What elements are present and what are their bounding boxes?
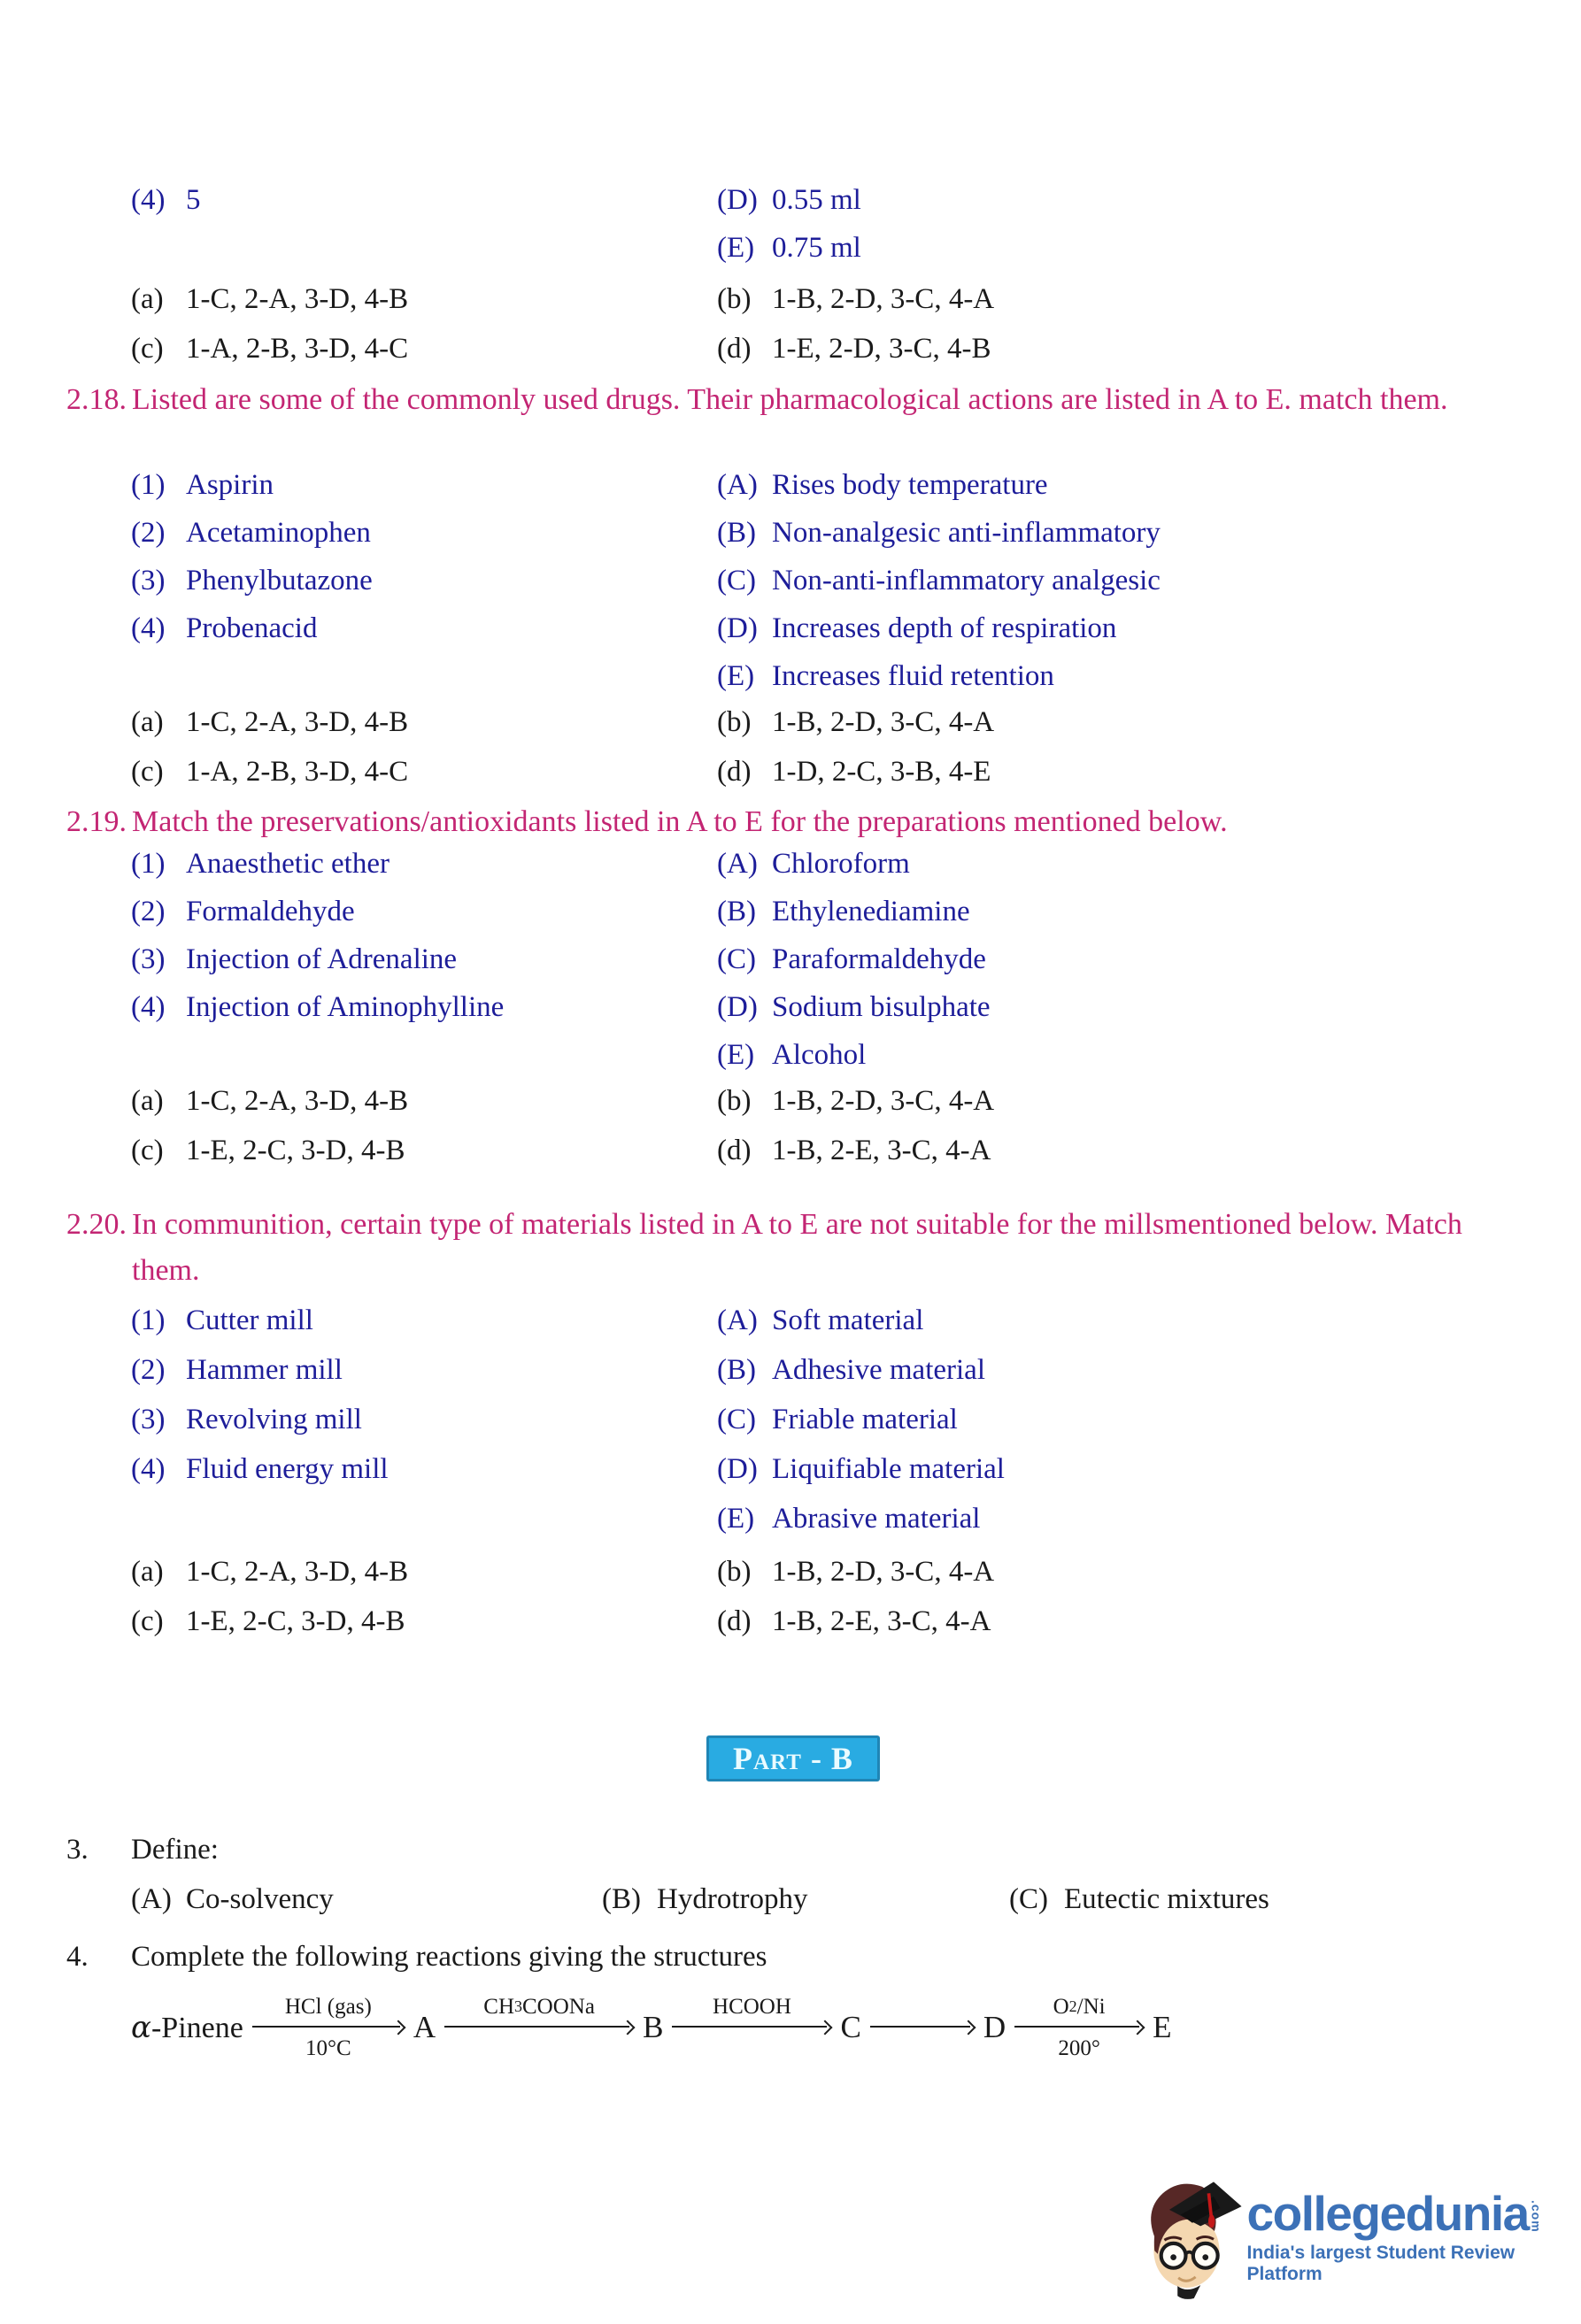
match-text: Sodium bisulphate (772, 991, 991, 1023)
answer-row (66, 1135, 1554, 1184)
answer-text: 1-D, 2-C, 3-B, 4-E (772, 756, 991, 788)
reaction-arrow (252, 2020, 405, 2033)
collegedunia-logo (1135, 2158, 1565, 2315)
match-row (66, 1453, 1554, 1503)
answer-label: (b) (717, 283, 752, 315)
match-item-text: Formaldehyde (186, 896, 355, 927)
question-number: 2.19. (66, 805, 127, 838)
match-text: Soft material (772, 1304, 924, 1336)
match-letter: (A) (717, 469, 758, 501)
question-2-19-pairs (66, 848, 1554, 1087)
reagent-above: HCOOH (713, 1995, 791, 2019)
reaction-product: C (840, 2010, 861, 2044)
brand-name: collegedunia (1246, 2186, 1529, 2241)
reaction-product: A (413, 2010, 436, 2044)
match-text: Liquifiable material (772, 1453, 1005, 1485)
option-label: (4) (131, 184, 166, 216)
match-letter: (A) (717, 1304, 758, 1336)
match-item-text: Probenacid (186, 612, 318, 644)
condition-below: 200° (1058, 2036, 1100, 2060)
match-text: Increases depth of respiration (772, 612, 1117, 644)
part-b-badge: Part - B (706, 1735, 880, 1781)
match-item-number: (2) (131, 517, 166, 549)
match-letter: (C) (717, 1404, 756, 1435)
reaction-reactant: α-Pinene (131, 2010, 243, 2045)
answer-text: 1-B, 2-D, 3-C, 4-A (772, 1085, 995, 1117)
question-text: Define: (131, 1834, 219, 1866)
match-row (66, 1304, 1554, 1354)
question-text: Complete the following reactions giving the structures (131, 1941, 767, 1973)
question-3-heading (66, 1834, 1554, 1882)
match-row (66, 612, 1554, 660)
match-row (66, 517, 1554, 565)
match-text: Adhesive material (772, 1354, 985, 1386)
match-row (66, 896, 1554, 943)
option-label: (C) (1009, 1883, 1048, 1915)
match-text: Alcohol (772, 1039, 867, 1071)
reaction-scheme (131, 1989, 1172, 2066)
match-item-number: (1) (131, 1304, 166, 1336)
answer-label: (c) (131, 1135, 164, 1166)
match-row (66, 565, 1554, 612)
question-2-19-heading (66, 799, 1554, 845)
match-text: Non-anti-inflammatory analgesic (772, 565, 1161, 596)
match-item-text: Phenylbutazone (186, 565, 373, 596)
reaction-product: B (643, 2010, 664, 2044)
answer-label: (a) (131, 706, 164, 738)
answer-text: 1-A, 2-B, 3-D, 4-C (186, 756, 409, 788)
match-row (66, 1354, 1554, 1404)
option-label: (B) (602, 1883, 641, 1915)
match-letter: (E) (717, 660, 755, 692)
answer-text: 1-E, 2-C, 3-D, 4-B (186, 1135, 405, 1166)
answer-row (66, 756, 1554, 805)
question-3 (66, 1834, 1554, 1931)
question-number: 4. (66, 1941, 89, 1973)
match-row (66, 660, 1554, 708)
match-letter: (B) (717, 517, 756, 549)
mascot-icon (1135, 2161, 1242, 2312)
match-letter: (E) (717, 1503, 755, 1535)
answer-label: (d) (717, 333, 752, 365)
match-letter: (E) (717, 1039, 755, 1071)
reaction-step-5 (1014, 1989, 1144, 2066)
match-row (66, 848, 1554, 896)
match-item-text: Acetaminophen (186, 517, 371, 549)
match-letter: (C) (717, 943, 756, 975)
match-text: Chloroform (772, 848, 910, 880)
question-text: In communition, certain type of materials listed in A to E are not suitable for the millsmentioned below. Match them. (132, 1208, 1462, 1287)
answer-label: (b) (717, 706, 752, 738)
answer-text: 1-C, 2-A, 3-D, 4-B (186, 1085, 409, 1117)
option-text: Eutectic mixtures (1064, 1883, 1269, 1915)
match-item-text: Injection of Adrenaline (186, 943, 458, 975)
option-label: (A) (131, 1883, 172, 1915)
reaction-step-2 (444, 1989, 634, 2066)
question-number: 2.20. (66, 1208, 127, 1241)
reaction-arrow (444, 2020, 634, 2033)
option-text: 0.75 ml (772, 232, 861, 264)
brand-tld: .com (1529, 2200, 1544, 2233)
answer-row (66, 283, 1554, 333)
match-item-text: Hammer mill (186, 1354, 343, 1386)
answer-row (66, 333, 1554, 382)
match-item-text: Revolving mill (186, 1404, 362, 1435)
option-text: Co-solvency (186, 1883, 334, 1915)
reagent-above: CH 3 COONa (483, 1995, 595, 2019)
question-text: Listed are some of the commonly used drugs. Their pharmacological actions are listed in A to E. match them. (132, 383, 1448, 416)
match-letter: (A) (717, 848, 758, 880)
match-text: Friable material (772, 1404, 958, 1435)
answer-text: 1-B, 2-E, 3-C, 4-A (772, 1605, 991, 1637)
match-item-number: (4) (131, 991, 166, 1023)
answer-label: (a) (131, 1556, 164, 1588)
option-row (66, 232, 1554, 280)
reaction-step-3 (672, 1989, 831, 2066)
answer-label: (a) (131, 283, 164, 315)
match-letter: (C) (717, 565, 756, 596)
match-row (66, 1503, 1554, 1552)
match-item-text: Fluid energy mill (186, 1453, 389, 1485)
match-item-number: (3) (131, 1404, 166, 1435)
reaction-step-1 (252, 1989, 405, 2066)
match-letter: (D) (717, 612, 758, 644)
option-label: (D) (717, 184, 758, 216)
answer-row (66, 1605, 1554, 1655)
match-text: Increases fluid retention (772, 660, 1054, 692)
match-item-number: (2) (131, 1354, 166, 1386)
question-number: 3. (66, 1834, 89, 1866)
match-item-number: (3) (131, 565, 166, 596)
option-text: 5 (186, 184, 201, 216)
answer-label: (b) (717, 1085, 752, 1117)
match-text: Abrasive material (772, 1503, 981, 1535)
answer-label: (c) (131, 333, 164, 365)
question-number: 2.18. (66, 383, 127, 416)
answer-label: (d) (717, 756, 752, 788)
option-row (66, 184, 1554, 232)
answer-label: (a) (131, 1085, 164, 1117)
reaction-product: E (1153, 2010, 1172, 2044)
answer-text: 1-A, 2-B, 3-D, 4-C (186, 333, 409, 365)
match-item-number: (4) (131, 1453, 166, 1485)
reaction-arrow (672, 2020, 831, 2033)
match-item-text: Anaesthetic ether (186, 848, 389, 880)
question-2-20-heading (66, 1202, 1554, 1294)
match-item-number: (1) (131, 848, 166, 880)
question-2-18-pairs (66, 469, 1554, 708)
question-3-options (66, 1883, 1554, 1931)
match-item-number: (4) (131, 612, 166, 644)
match-item-text: Injection of Aminophylline (186, 991, 505, 1023)
match-letter: (B) (717, 1354, 756, 1386)
match-row (66, 469, 1554, 517)
reaction-step-4 (870, 1989, 975, 2066)
answer-label: (b) (717, 1556, 752, 1588)
match-item-text: Cutter mill (186, 1304, 313, 1336)
question-2-19-answers (66, 1085, 1554, 1184)
alpha-symbol: α (131, 2010, 151, 2045)
match-item-number: (2) (131, 896, 166, 927)
answer-text: 1-C, 2-A, 3-D, 4-B (186, 283, 409, 315)
reaction-arrow (1014, 2020, 1144, 2033)
answer-text: 1-C, 2-A, 3-D, 4-B (186, 1556, 409, 1588)
answer-text: 1-B, 2-D, 3-C, 4-A (772, 706, 995, 738)
match-row (66, 991, 1554, 1039)
option-text: Hydrotrophy (657, 1883, 808, 1915)
reagent-above: HCl (gas) (284, 1995, 372, 2019)
prev-question-options (66, 184, 1554, 280)
match-text: Rises body temperature (772, 469, 1048, 501)
match-row (66, 1039, 1554, 1087)
reaction-arrow (870, 2020, 975, 2033)
answer-label: (c) (131, 756, 164, 788)
match-text: Non-analgesic anti-inflammatory (772, 517, 1161, 549)
match-row (66, 1404, 1554, 1453)
match-text: Paraformaldehyde (772, 943, 986, 975)
answer-text: 1-B, 2-D, 3-C, 4-A (772, 283, 995, 315)
question-2-20-answers (66, 1556, 1554, 1655)
question-2-18-heading (66, 377, 1554, 423)
answer-row (66, 706, 1554, 756)
reagent-above: O 2 /Ni (1053, 1995, 1106, 2019)
brand-tagline: India's largest Student Review Platform (1246, 2243, 1515, 2284)
match-item-number: (3) (131, 943, 166, 975)
answer-row (66, 1556, 1554, 1605)
condition-below: 10°C (305, 2036, 351, 2060)
question-2-18-answers (66, 706, 1554, 805)
question-text: Match the preservations/antioxidants listed in A to E for the preparations mentioned below. (132, 805, 1228, 838)
prev-question-answers (66, 283, 1554, 382)
match-letter: (B) (717, 896, 756, 927)
option-label: (E) (717, 232, 755, 264)
question-2-20-pairs (66, 1304, 1554, 1552)
answer-label: (d) (717, 1135, 752, 1166)
answer-text: 1-E, 2-D, 3-C, 4-B (772, 333, 991, 365)
match-item-text: Aspirin (186, 469, 274, 501)
answer-text: 1-C, 2-A, 3-D, 4-B (186, 706, 409, 738)
answer-label: (d) (717, 1605, 752, 1637)
answer-label: (c) (131, 1605, 164, 1637)
answer-row (66, 1085, 1554, 1135)
answer-text: 1-E, 2-C, 3-D, 4-B (186, 1605, 405, 1637)
answer-text: 1-B, 2-D, 3-C, 4-A (772, 1556, 995, 1588)
question-4-heading (66, 1941, 1554, 1989)
answer-text: 1-B, 2-E, 3-C, 4-A (772, 1135, 991, 1166)
option-text: 0.55 ml (772, 184, 861, 216)
match-letter: (D) (717, 1453, 758, 1485)
match-item-number: (1) (131, 469, 166, 501)
match-row (66, 943, 1554, 991)
match-letter: (D) (717, 991, 758, 1023)
match-text: Ethylenediamine (772, 896, 970, 927)
reaction-product: D (983, 2010, 1006, 2044)
